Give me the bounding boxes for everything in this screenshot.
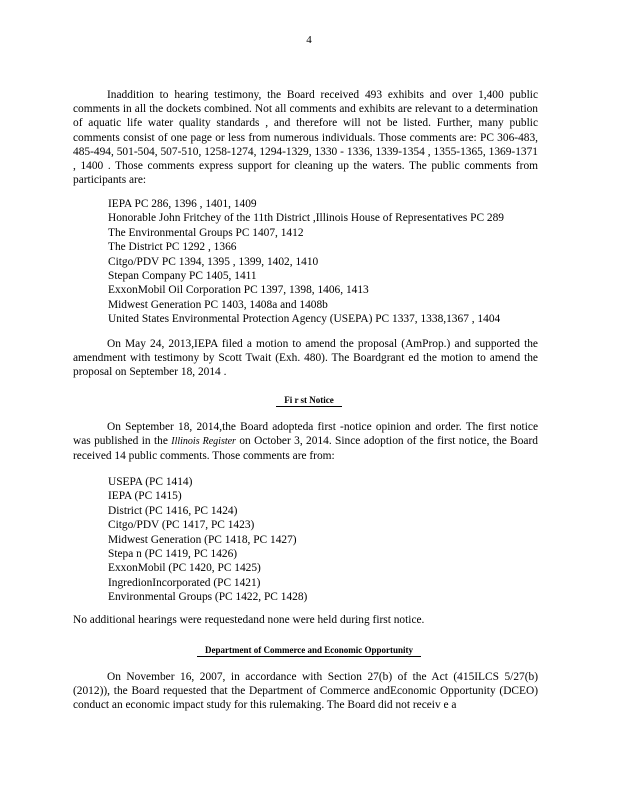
list-item: Midwest Generation (PC 1418, PC 1427) [108, 533, 297, 546]
list-item: ExxonMobil Oil Corporation PC 1397, 1398, 1406, 1413 [108, 284, 369, 297]
paragraph-economic-study: On November 16, 2007, in accordance with Section 27(b) of the Act (415ILCS 5/27(b) (2012)), the Board requested that the Department of Commerce andEconomic Opportunity (DCEO) conduct an economic impact study for this rulemaking. The Board did not receiv e a [73, 671, 538, 712]
list-item: USEPA (PC 1414) [108, 476, 193, 488]
text-run: On September 18, 2014,the Board adopteda first -notice opinion and order. The first notice was published in the [73, 421, 538, 448]
list-item: District (PC 1416, PC 1424) [108, 504, 238, 517]
heading-text: Department of Commerce and Economic Opportunity [197, 645, 421, 657]
paragraph-no-hearings: No additional hearings were requestedand none were held during first notice. [73, 614, 425, 626]
list-item: Honorable John Fritchey of the 11th District ,Illinois House of Representatives PC 289 [108, 212, 504, 225]
list-item: ExxonMobil (PC 1420, PC 1425) [108, 562, 261, 575]
list-item: Stepa n (PC 1419, PC 1426) [108, 548, 238, 561]
text-run: on October 3, 2014. Since adoption of the first notice, the Board received 14 public comments. Those comments are from: [73, 435, 538, 463]
page-number: 4 [306, 34, 312, 46]
list-item: Stepan Company PC 1405, 1411 [108, 270, 257, 283]
paragraph-amendment: On May 24, 2013,IEPA filed a motion to amend the proposal (AmProp.) and supported the amendment with testimony by Scott Twait (Exh. 480). The Boardgrant ed the motion to amend the proposal on September 18, 2014 . [73, 338, 538, 379]
list-item: United States Environmental Protection Agency (USEPA) PC 1337, 1338,1367 , 1404 [108, 313, 501, 326]
participant-comment-list [108, 197, 504, 327]
list-item: The Environmental Groups PC 1407, 1412 [108, 226, 304, 239]
first-notice-comment-list [108, 475, 307, 605]
section-heading-first-notice [0, 395, 618, 407]
list-item: Citgo/PDV (PC 1417, PC 1423) [108, 519, 255, 532]
italic-publication-name: Illinois Register [171, 436, 236, 448]
list-item: Midwest Generation PC 1403, 1408a and 1408b [108, 298, 328, 311]
list-item: The District PC 1292 , 1366 [108, 241, 237, 254]
heading-text: Fi r st Notice [276, 395, 342, 407]
list-item: Environmental Groups (PC 1422, PC 1428) [108, 591, 308, 604]
paragraph-first-notice [73, 420, 538, 464]
list-item: IEPA (PC 1415) [108, 490, 182, 503]
section-heading-dceo [0, 645, 618, 657]
paragraph-public-comments: Inaddition to hearing testimony, the Board received 493 exhibits and over 1,400 public comments in all the dockets combined. Not all comments and exhibits are relevant to a determination of aquatic life water quality standards , and therefore will not be listed. Further, many public comments consist of one page or less from numerous individuals. Those comments are: PC 306-483, 485-494, 501-504, 507-510, 1258-1274, 1294-1329, 1330 - 1336, 1339-1354 , 1355-1365, 1369-1371 , 1400 . Those comments express support for cleaning up the waters. The public comments from participants are: [73, 89, 538, 187]
list-item: IngredionIncorporated (PC 1421) [108, 576, 261, 589]
list-item: Citgo/PDV PC 1394, 1395 , 1399, 1402, 1410 [108, 255, 319, 268]
list-item: IEPA PC 286, 1396 , 1401, 1409 [108, 198, 257, 210]
